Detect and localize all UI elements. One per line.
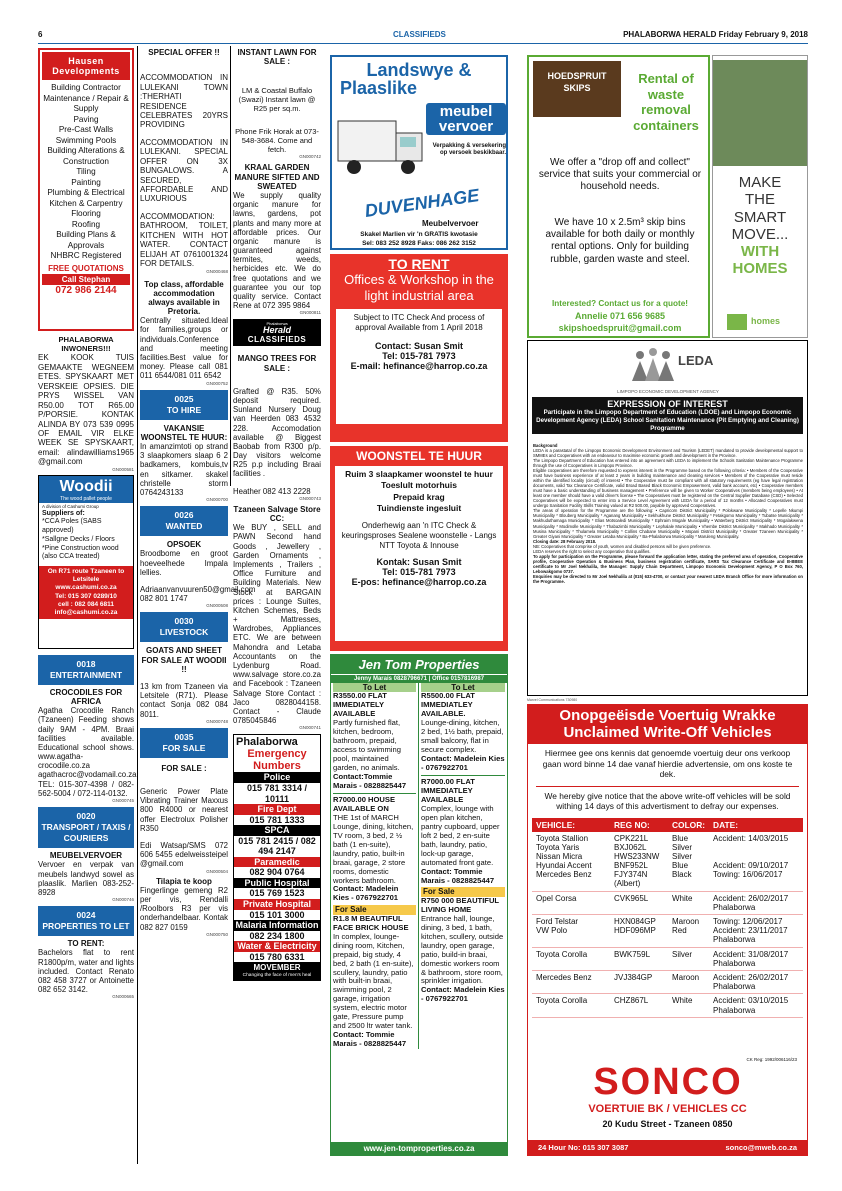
duvenhage-sub: Meubelvervoer: [422, 219, 479, 228]
ad-code: GN000504: [206, 868, 228, 874]
torent-offices-title: TO RENT: [388, 256, 450, 272]
woodii-item: *CCA Poles (SABS approved): [42, 518, 102, 535]
ad-code: GN000746: [112, 897, 134, 903]
hausen-service: Roofing: [71, 219, 101, 229]
vakansie-ad: [140, 424, 228, 503]
inwoners-body: EK KOOK TUIS GEMAAKTE WEGNEEM ETES. SPYSKAART MET VERSKEIE OPSIES. DIE PRYS WISSEL VAN R50.00 TOT R65.00 P/PORSIE. KONTAK ALINDA BY 073 539 0995 OF EMAIL VIR ELKE WEEK SE SPYSKAART, email: alindawilliams1965 @gmail.com: [38, 353, 134, 467]
movember-title: MOVEMBER: [234, 962, 320, 973]
emergency-numbers-ad: [233, 734, 321, 981]
category-transport: [38, 807, 134, 848]
vehicle-cell: White: [672, 996, 693, 1006]
vehicle-row: [532, 891, 803, 914]
sonco-footer: [528, 1140, 807, 1155]
woodii-suppliers: Suppliers of:: [42, 509, 85, 517]
torent-offices-contact: Contact: Susan Smit: [374, 341, 463, 352]
tilapia-body: Fingerlinge gemeng R2 per vis, Rendalli /Roolbors R3 per vis onderhandelbaar. Kontak 082 827 0159: [140, 885, 228, 932]
emergency-service-number: 015 781 1333: [249, 814, 305, 825]
jentom-tolet-label: To Let: [421, 683, 505, 692]
leda-paragraph: The Limpopo Department of Education has entered into an agreement with LEDA to implement the Schools Sanitation Maintenance Programme through the use of Cooperatives in Limpopo Province.: [533, 458, 803, 469]
category-wanted: [140, 506, 228, 536]
hausen-service: Maintenance / Repair & Supply: [43, 93, 129, 113]
leda-paragraph: LEDA reserves the right to select any cooperative that qualifies.: [533, 548, 651, 554]
leda-paragraph: Eligible cooperatives are therefore requested to express interest in the Programme based on the following criteria: • Members of the Cooperative must have business experience of at least 2 years in building maintenance and cleaning services • Members of the Cooperative must reside within the identified locality (circuit) of interest • The Cooperative must be compliant with all statutory requirements (eg have legal registration documents, valid Tax Clearance Certificate, valid Broad Based Black Economic Empowerment, valid bank account, etc) • Cooperative members must have a basic understanding of business management • Preference will be given to Worker Cooperatives (members being employees) • At least one member should have a valid driver's license • The Cooperatives must be registered on the Central Supplier Database (CSD) • Selected Cooperatives will be expected to enter into a Service Level Agreement with LEDA for a period of 12 months • Allocated Cooperatives must undergo Sanitation Facility Skills Training valued at R2 500.00, payable by approved Cooperatives.: [533, 468, 803, 509]
kraal-title: KRAAL GARDEN MANURE SIFTED AND SWEATED: [234, 163, 320, 191]
jentom-website[interactable]: www.jen-tomproperties.co.za: [331, 1142, 507, 1155]
emergency-service-name: Fire Dept: [234, 804, 320, 815]
special-offer-ad: [140, 48, 228, 274]
lawn-body: LM & Coastal Buffalo (Swazi) Instant lawn @ R25 per sq.m.: [238, 86, 316, 114]
ad-code: GN000468: [206, 268, 228, 274]
sonco-en-text: We hereby give notice that the above write-off vehicles will be sold withing 14 days of this advertisment to defray our expenses.: [544, 790, 791, 811]
vehicle-cell: HXN084GP HDF096MP: [614, 917, 656, 936]
category-livestock: [140, 612, 228, 642]
croc-body: Agatha Crocodile Ranch (Tzaneen) Feeding shows daily 9AM - 4PM. Braai facilities available. Educational school shows. www.agatha-crocodile.co.za agathacroc@vodamail.co.za TEL: 015-307-4398 / 082-562-5004 / 072-114-0132.: [38, 706, 137, 798]
hausen-service: Paving: [73, 114, 99, 124]
meubel-title: MEUBELVERVOER: [49, 851, 123, 861]
category-for-sale: [140, 728, 228, 758]
vervoer-word: vervoer: [438, 118, 494, 135]
sonco-af-text: Hiermee gee ons kennis dat genoemde voertuig deur ons verkoop gaan word binne 14 dae vanaf hierdie advertensie, om ons koste te dek.: [542, 748, 793, 779]
hausen-service: NHBRC Registered: [50, 251, 122, 260]
special-title: SPECIAL OFFER !!: [148, 48, 220, 57]
category-label: PROPERTIES TO LET: [42, 921, 130, 932]
jentom-forsale-label: For Sale: [421, 887, 505, 896]
homes-ad: [712, 55, 808, 338]
vehicle-row: [532, 915, 803, 948]
salvage-body: We BUY , SELL and PAWN Second hand Goods , Jewellery , Garden Ornaments , Implements , Trailers , Office Furniture and Building Materials. New Stock at BARGAIN prices : Lounge Suites, Kitchen Schemes, Beds + Mattresses, Wardrobes, Appliances ETC. We are between Mahondra and Letaba Accountants on the Lydenburg Road. www.salvage store.co.za and Facebook : Tzaneen Salvage Store Contact : Jaco 0828044158. Contact - Claude 0785045846: [233, 523, 321, 726]
listing-price: R5500.00 FLAT IMMEDIATLEY AVAILABLE.: [421, 691, 475, 719]
opsoek-ad: [140, 540, 256, 609]
landswye-tagline: Verpakking & versekering op versoek beskikbaar.: [432, 143, 506, 157]
masthead-date: PHALABORWA HERALD Friday February 9, 2018: [623, 30, 808, 39]
truck-icon: [338, 117, 428, 187]
listing-contact: Contact:Tommie Marais - 0828825447: [333, 772, 407, 790]
vehicle-cell: Accident: 03/10/2015 Phalaborwa: [713, 996, 789, 1015]
topclass-title: Top class, affordable accommodation always available in Pretoria.: [144, 279, 224, 317]
leda-bg-title: Background: [533, 443, 558, 448]
emergency-service-number: 015 780 6331: [249, 951, 305, 962]
listing-body: Complex, lounge with open plan kitchen, pantry cupboard, upper loft 2 bed, 2 en-suite bath, laundry, patio, lock-up garage, automated front gate.: [421, 803, 500, 867]
woonstel-line: Toeslult motorhuis: [381, 480, 457, 491]
special-body-1: ACCOMMODATION IN LULEKANI TOWN :THERHATI RESIDENCE CELEBRATES 20YRS PROVIDING: [140, 73, 228, 130]
torent-offices-sub: Offices & Workshop in the light industrial area: [344, 272, 494, 303]
col-header: VEHICLE:: [536, 819, 576, 830]
homes-line: MAKE: [738, 174, 782, 191]
ad-code: GN000742: [299, 154, 321, 160]
emergency-service-number: 015 781 2415 / 082 494 2147: [238, 835, 319, 857]
leda-paragraph: Closing date: 28 February 2018.: [533, 538, 597, 544]
kraal-ad: [233, 163, 321, 315]
emergency-service-name: Paramedic: [234, 857, 320, 868]
movember-sub: Changing the face of men's heal: [234, 973, 320, 980]
vakansie-title: VAKANSIE WOONSTEL TE HUUR:: [140, 423, 228, 442]
topclass-ad: [140, 280, 228, 386]
woonstel-email: E-pos: hefinance@harrop.co.za: [351, 576, 487, 587]
hoedspruit-body1: We offer a "drop off and collect" service that suits your commercial or household needs.: [538, 157, 702, 193]
listing-price: R7000.00 FLAT IMMEDIATLEY AVAILABLE: [421, 777, 475, 804]
column-divider: [137, 46, 138, 1164]
col-header: DATE:: [713, 819, 738, 830]
vehicle-cell: Maroon Red: [672, 917, 700, 936]
torent-offices-ad: [330, 254, 508, 442]
column-2: [140, 48, 256, 1168]
category-entertainment: [38, 655, 134, 685]
category-code: 0030: [174, 616, 194, 627]
woodii-item: *Sallgne Decks / Floors: [42, 535, 115, 543]
woodii-tel: Tel: 015 307 0289/10: [55, 592, 117, 600]
vehicle-cell: Silver: [672, 949, 693, 959]
vehicle-row: [532, 994, 803, 1017]
homes-line: THE: [745, 191, 775, 209]
special-body-2: ACCOMMODATION IN LULEKANI. SPECIAL OFFER ON 3X BUNGALOWS. A SECURED, AFFORDABLE AND LUXURIOUS: [140, 137, 228, 204]
meubel-ad: [38, 851, 134, 902]
emergency-service-number: 015 769 1523: [249, 888, 305, 899]
vehicle-cell: Towing: 12/06/2017 Accident: 23/11/2017 Phalaborwa: [713, 917, 788, 945]
vehicle-row: [532, 970, 803, 993]
ad-code: GN000700: [206, 497, 228, 503]
category-properties-to-let: [38, 906, 134, 936]
listing-contact: Contact: Tommie Marais - 0828825447: [333, 1030, 407, 1049]
leda-people-icon: [628, 347, 678, 387]
goats-body: 13 km from Tzaneen via Letsitele (R71). Please contact Sonja 082 084 8011.: [140, 682, 228, 719]
woonstel-line: Prepaid krag: [393, 491, 445, 502]
listing-price: R7000.00 HOUSE AVAILABLE ON: [333, 794, 396, 813]
leda-paragraph: Enquiries may be directed to Mr Joel Nekhalila at (015) 633-4700, or contact your nearest LEDA Branch Office for more information on the Programme.: [533, 573, 803, 584]
woonstel-ad: [330, 446, 508, 651]
duvenhage-brand: DUVENHAGE: [363, 185, 481, 221]
opsoek-contact: Adriaanvanvuuren50@gmail.com 082 801 1747: [140, 585, 256, 604]
homes-logo-icon: [727, 314, 747, 330]
vibrating-body: Generic Power Plate Vibrating Trainer Maxxus 800 R4000 or nearest offer Electrolux Polisher R350: [140, 787, 228, 833]
emergency-service-name: Police: [234, 772, 320, 783]
woodii-email[interactable]: info@cashumi.co.za: [54, 608, 118, 616]
lawn-title: INSTANT LAWN FOR SALE :: [237, 48, 317, 67]
page-number: 6: [38, 30, 43, 39]
emergency-service-name: SPCA: [234, 825, 320, 836]
emergency-list: [234, 772, 320, 962]
hausen-service: Pre-Cast Walls: [58, 125, 114, 134]
category-label: WANTED: [165, 521, 203, 532]
ad-code: GN000508: [206, 603, 228, 609]
hoedspruit-logo: HOEDSPRUIT SKIPS: [533, 61, 621, 117]
woodii-logo: Woodii: [59, 477, 113, 495]
category-label: FOR SALE: [162, 742, 206, 753]
mango-contact: Heather 082 413 2228: [233, 486, 311, 496]
mango-ad: [233, 354, 321, 500]
vehicle-cell: Toyota Stallion Toyota Yaris Nissan Micra Hyundai Accent Mercedes Benz: [536, 833, 592, 880]
opsoek-title: OPSOEK: [166, 540, 202, 550]
category-to-hire: [140, 390, 228, 420]
listing-body: Lounge-dining, kitchen, 2 bed, 1½ bath, prepaid, small balcony, flat in secure complex.: [421, 718, 504, 755]
vehicle-cell: Accident: 14/03/2015 Accident: 09/10/2017 Towing: 16/06/2017: [713, 833, 789, 880]
emergency-service-number: 015 101 3000: [249, 909, 305, 920]
listing-body: Entrance hall, lounge, dining, 3 bed, 1 bath, kitchen, scullery, outside laundry, open garage, patio, build-in braai, domestic workers room & bathroom, store room, sprinkler irrigation.: [421, 913, 504, 986]
meubel-body: Vervoer en verpak van meubels landwyd sowel as plaaslik. Marlien 083-252-8928: [38, 860, 134, 897]
special-body-3: ACCOMMODATION: BATHROOM, TOILET, KITCHEN WITH HOT WATER. CONTACT ELIJAH AT 0761001324 FOR DETAILS.: [140, 211, 228, 269]
croc-title: CROCODILES FOR AFRICA: [49, 687, 123, 706]
emergency-service-number: 082 234 1800: [249, 930, 305, 941]
jentom-ad: [330, 654, 508, 1156]
torent-offices-body: Subject to ITC Check And process of approval Available from 1 April 2018: [353, 313, 485, 333]
hausen-service: Building Alterations & Construction: [47, 146, 125, 166]
section-title: CLASSIFIEDS: [393, 30, 446, 39]
vehicle-cell: Toyota Corolla: [536, 996, 588, 1006]
woodii-item: *Pine Construction wood (also CCA treated): [42, 544, 119, 561]
house-photo: [713, 60, 807, 166]
meubel-word: meubel: [439, 103, 493, 120]
kraal-body: We supply quality organic manure for lawns, gardens, pot plants and many more at affordable prices. Our organic manure is guaranteed against termites, weeds, herbicides etc. We do free quotations and we guarantee you our top quality service. Contact Rene at 072 395 9864: [233, 190, 321, 311]
landswye-title1: Landswye &: [366, 60, 472, 80]
vibrating-ad: [140, 787, 228, 874]
homes-line: HOMES: [732, 260, 788, 278]
header-rule: [38, 43, 808, 44]
listing-price: R1.8 M BEAUTIFUL FACE BRICK HOUSE: [333, 913, 409, 932]
landswye-call: Skakel Marlien vir 'n GRATIS kwotasie: [360, 231, 478, 238]
vehicle-cell: Accident: 31/08/2017 Phalaborwa: [713, 949, 789, 968]
column-1: [38, 48, 137, 1168]
category-label: LIVESTOCK: [159, 627, 209, 638]
category-code: 0024: [76, 910, 96, 921]
jentom-right-column: [419, 683, 507, 1049]
mango-body: Grafted @ R35. 50% deposit required. Sunland Nursery Doug van Heerden 083 4532 228. Accomodation available @ Biggest Baobab from R300 p/p. Day visitors welcome R25 p.p including Braai facilities .: [233, 386, 321, 479]
listing-body: Partly furnished flat, kitchen, bedroom, bathroom, prepaid, access to swimming pool, maintained garden, no animals.: [333, 718, 401, 773]
hausen-phone: 072 986 2144: [55, 284, 117, 296]
torent-small-ad: [38, 939, 134, 999]
hausen-service: Flooring: [71, 209, 101, 218]
hausen-service: Building Plans & Approvals: [56, 230, 116, 250]
vehicle-cell: Accident: 26/02/2017 Phalaborwa: [713, 972, 789, 992]
emergency-service-name: Malaria Information: [235, 919, 319, 930]
category-code: 0035: [174, 731, 194, 742]
hoedspruit-contact: Annelie 071 656 9685: [574, 311, 666, 321]
vehicle-cell: White: [672, 893, 693, 903]
hausen-service: Tiling: [76, 167, 96, 176]
torent-offices-tel: Tel: 015-781 7973: [382, 351, 456, 362]
listing-contact: Contact: Madelein Kies - 0767922701: [333, 884, 399, 903]
hoedspruit-cta: Interested? Contact us for a quote!: [551, 299, 688, 308]
listing-contact: Contact: Tommie Marais - 0828825447: [421, 866, 495, 885]
vehicle-cell: Ford Telstar VW Polo: [536, 917, 579, 936]
vehicle-cell: Accident: 26/02/2017 Phalaborwa: [713, 893, 789, 912]
tilapia-ad: [140, 877, 228, 937]
ad-code: GN000750: [206, 931, 228, 937]
hausen-service: Building Contractor: [51, 83, 121, 92]
sonco-title-af: Onopgeëisde Voertuig Wrakke: [559, 707, 776, 724]
leda-paragraph: The areas of operation for the Programme are the following: • Capricorn District Municipality * Polokwane Municipality * Lepelle Nkumpi Municipality * Blouberg Municipality * Aganang Municipality • Sekhukhune District Municipality * Fetakgomo Municipality * Tubatse Municipality * Makhuduthamaga Municipality * Elias Motsoaledi Municipality * Ephraim Mogale Municipality • Waterberg District Municipality * Mogalakwena Municipality * Modimolle Municipality * Thabazimbi Municipality * Lephalale Municipality • Vhembe District Municipality * Makhado Municipality * Musina Municipality * Thulamela Municipality * Collins Chabane Municipality • Mopani District Municipality * Greater Tzaneen Municipality * Greater Giyani Municipality * Greater Letaba Municipality * Ba-Phalaborwa Municipality * Maruleng Municipality.: [533, 508, 803, 539]
sonco-email[interactable]: sonco@mweb.co.za: [725, 1143, 797, 1152]
woodii-web[interactable]: www.cashumi.co.za: [55, 584, 117, 592]
vehicle-cell: Blue Silver Silver Blue Black: [672, 833, 693, 880]
emergency-subtitle: Emergency Numbers: [247, 748, 307, 772]
goats-ad: [140, 646, 228, 723]
listing-price: R750 000 BEAUTIFUL LIVING HOME: [421, 895, 499, 914]
ad-code: GN000748: [206, 718, 228, 724]
ad-code: GN000581: [112, 466, 134, 472]
emergency-service-number: 082 904 0764: [249, 867, 305, 878]
lawn-ad: [233, 48, 321, 159]
classifieds-banner: [233, 319, 321, 346]
category-code: 0018: [76, 658, 96, 669]
landswye-title2: Plaaslike: [340, 78, 418, 98]
free-quotations: FREE QUOTATIONS: [48, 263, 124, 273]
salvage-title: Tzaneen Salvage Store CC:: [233, 504, 321, 523]
woonstel-line: Ruim 3 slaapkamer woonstel te huur: [345, 469, 493, 479]
ad-code: GN000665: [112, 994, 134, 1000]
leda-logo: LEDA: [678, 353, 714, 368]
emergency-service-name: Public Hospital: [234, 878, 320, 889]
emergency-service-name: Private Hospital: [234, 899, 320, 910]
torent-body: Bachelors flat to rent R1800p/m, water and lights included. Contact Renato 082 458 3727 or Antoinette 082 652 3142.: [38, 948, 134, 995]
category-label: TO HIRE: [166, 404, 202, 415]
listing-body: THE 1st of MARCH Lounge, dining, kitchen, TV room, 3 bed, 2 ½ bath (1 en-suite), laundry, patio, built-in braai, garage, 2 store rooms, domestic workers bathroom.: [333, 812, 414, 885]
emergency-service-number: 015 781 3314 / 10111: [246, 783, 310, 804]
sonco-logo: SONCO: [593, 1061, 743, 1103]
inwoners-title: PHALABORWA INWONERS!!!: [58, 335, 114, 353]
leda-subtitle: Participate in the Limpopo Department of Education (LDOE) and Limpopo Economic Development Agency (LEDA) School Sanitation Maintenance (Pit Emptying and Cleaning) Programme: [536, 409, 799, 432]
woonstel-lines: [338, 469, 500, 515]
hausen-ad: [38, 48, 134, 331]
woonstel-tel: Tel: 015-781 7973: [382, 566, 456, 577]
hausen-logo: Hausen Developments: [42, 52, 130, 80]
hausen-call: Call Stephan: [42, 274, 130, 285]
sonco-title-en: Unclaimed Write-Off Vehicles: [563, 723, 772, 741]
jentom-tolet-label: To Let: [333, 683, 416, 692]
vehicle-cell: CHZ867L: [614, 996, 649, 1006]
hausen-service: Painting: [71, 177, 101, 187]
jentom-contacts: Jenny Marais 0828796671 | Office 0157816987: [331, 674, 507, 683]
listing-contact: Contact: Madelein Kies - 0767922701: [421, 985, 505, 1004]
column-3: [233, 48, 321, 1168]
mango-title: MANGO TREES FOR SALE :: [237, 354, 317, 373]
woonstel-title: WOONSTEL TE HUUR: [356, 449, 482, 463]
col-header: REG NO:: [614, 819, 650, 830]
croc-ad: [38, 687, 137, 804]
leda-title: EXPRESSION OF INTEREST: [607, 399, 728, 409]
sonco-hotline: 24 Hour No: 015 307 3087: [538, 1143, 629, 1152]
leda-paragraph: NB: Cooperatives that comprise of youth, women and disabled persons will be given preference.: [533, 543, 712, 549]
vehicle-cell: Mercedes Benz: [536, 972, 592, 982]
torent-title: TO RENT:: [67, 939, 105, 949]
leda-paragraph: To apply for participation on the Programme, please forward the application letter, stating the preferred area of operation, Cooperative profile, Cooperative Operation & Business Plan, business registration certificate, SARS Tax Clearance Certificate and B-BBEE certificate to Mr Joel Nekhalila, the Manager: Supply Chain Department, Limpopo Economic Development Agency, P O Box 760, Lebowakgomo 0737.: [533, 553, 803, 574]
hoedspruit-title: Rental of waste removal containers: [633, 71, 699, 133]
woonstel-contact: Kontak: Susan Smit: [376, 556, 462, 567]
opsoek-body: Broodbome en groot hoeveelhede Impala lellies.: [140, 549, 228, 577]
hausen-service: Swimming Pools: [55, 135, 117, 145]
leda-paragraph: LEDA is a parastatal of the Limpopo Economic Development Environment and Tourism (LEDET) mandated to provide developmental support to SMMEs and Cooperatives with an endeavour to maximise economic growth and development in the Province.: [533, 448, 803, 459]
vehicle-cell: Toyota Corolla: [536, 949, 588, 959]
vehicle-cell: CVK965L: [614, 893, 649, 903]
sonco-ad: [527, 704, 808, 1156]
tilapia-title: Tilapia te koop: [156, 876, 212, 886]
jentom-left-column: [331, 683, 419, 1049]
emergency-title: Phalaborwa: [236, 736, 298, 749]
category-code: 0026: [174, 510, 194, 521]
vehicle-cell: BWK759L: [614, 949, 651, 959]
col-header: COLOR:: [672, 819, 706, 830]
vehicle-row: [532, 947, 803, 970]
sonco-logo-sub: VOERTUIE BK / VEHICLES CC: [588, 1103, 747, 1115]
column-divider: [230, 46, 231, 486]
woodii-location: On R71 route Tzaneen to Letsitele: [47, 568, 125, 584]
woonstel-body: Onderhewig aan 'n ITC Check & keuringsproses Sealene woonstelle - Langs NTT Toyota & Innouse: [341, 520, 497, 550]
landswye-ad: [330, 55, 508, 250]
emergency-service-name: Water & Electricity: [234, 941, 320, 952]
ad-code: GN000741: [299, 725, 321, 731]
vibrating-contact: Edi Watsap/SMS 072 606 5455 edelweissteipel @gmail.com: [140, 841, 228, 869]
listing-contact: Contact: Madelein Kies - 0767922701: [421, 754, 505, 773]
woodii-ad: [38, 475, 134, 649]
page-header: [38, 30, 808, 42]
vakansie-body: In amanzimtoti op strand 3 slaapkomers slaap 6 2 badkamers, kombuis,tv en sitkamer. skakel christelle storm 0764243133: [140, 442, 228, 497]
woodii-sub: A division of Cashumi Group: [42, 503, 99, 509]
leda-ad: [527, 340, 808, 696]
leda-footnote: Marvel Communications 730980: [527, 698, 578, 702]
banner-line2: Herald: [262, 325, 291, 336]
sonco-ck: CK Reg: 1992/006116/23: [746, 1057, 797, 1062]
topclass-body: Centrally situated.Ideal for families,groups or individuals.Conference and meeting facilities.Best value for money. Please call 081 011 6544/081 011 6542: [140, 316, 228, 381]
lawn-contact: Phone Frik Horak at 073-548-3684. Come and fetch.: [235, 127, 319, 155]
ad-code: GN000752: [206, 380, 228, 386]
hausen-service: Kitchen & Carpentry: [49, 198, 123, 208]
category-label: ENTERTAINMENT: [49, 669, 123, 680]
category-label: TRANSPORT / TAXIS / COURIERS: [41, 822, 131, 844]
woodii-slogan: The wood pallet people: [60, 495, 112, 502]
vehicle-cell: Maroon: [672, 972, 700, 982]
leda-logo-sub: LIMPOPO ECONOMIC DEVELOPMENT AGENCY: [617, 389, 719, 394]
salvage-ad: [233, 505, 321, 731]
jentom-forsale-label: For Sale: [333, 905, 416, 914]
homes-brand: homes: [751, 316, 781, 326]
hoedspruit-body2: We have 10 x 2.5m³ skip bins available for both daily or monthly rental options. Only for building rubble, garden waste and steel.: [545, 217, 695, 265]
goats-title: GOATS AND SHEET FOR SALE AT WOODII !!: [141, 646, 227, 674]
sonco-address: 20 Kudu Street - Tzaneen 0850: [602, 1119, 733, 1129]
hoedspruit-email[interactable]: skipshoedspruit@gmail.com: [558, 323, 682, 333]
jentom-title: Jen Tom Properties: [331, 655, 507, 674]
vehicle-cell: CPK221L BXJ062L HWS233NW BNF952L FJY374N (Albert): [614, 833, 660, 889]
category-code: 0020: [76, 811, 96, 822]
inwoners-ad: [38, 336, 134, 472]
banner-line1: Phalaborwa: [266, 321, 288, 327]
vehicle-row: [532, 832, 803, 892]
woodii-cell: cell : 082 084 6811: [57, 600, 115, 608]
ad-code: GN000743: [299, 495, 321, 501]
landswye-tel: Sel: 083 252 8928 Faks: 086 262 3152: [362, 240, 476, 247]
leda-body: [533, 443, 803, 584]
vehicle-table: [532, 818, 803, 1018]
hausen-services: [42, 83, 130, 262]
forsale-heading: FOR SALE :: [161, 763, 207, 773]
banner-line3: CLASSIFIEDS: [247, 335, 307, 345]
torent-offices-email: E-mail: hefinance@harrop.co.za: [350, 361, 488, 372]
listing-body: In complex, lounge-dining room, Kitchen, prepaid, big study, 4 bed, 2 bath (1 en-suite), scullery, laundry, patio with built-in braai, swimming pool, 2 garage, irrigation system, electric motor gate, Pressure pump and 2500 ltr water tank.: [333, 931, 414, 1031]
listing-price: R3550.00 FLAT IMMEDIATELY AVAILABLE: [333, 691, 387, 719]
hausen-service: Plumbing & Electrical: [47, 188, 125, 197]
category-code: 0025: [174, 393, 194, 404]
ad-code: GN000811: [299, 310, 321, 316]
vehicle-cell: JVJ384GP: [614, 972, 653, 982]
hoedspruit-ad: [527, 55, 710, 338]
woonstel-line: Tuindienste ingesluit: [376, 503, 462, 514]
homes-line: SMART: [733, 208, 787, 226]
vehicle-cell: Opel Corsa: [536, 893, 577, 903]
homes-line: MOVE...: [731, 225, 789, 243]
homes-line: WITH: [740, 243, 780, 260]
ad-code: GN000745: [112, 798, 134, 804]
